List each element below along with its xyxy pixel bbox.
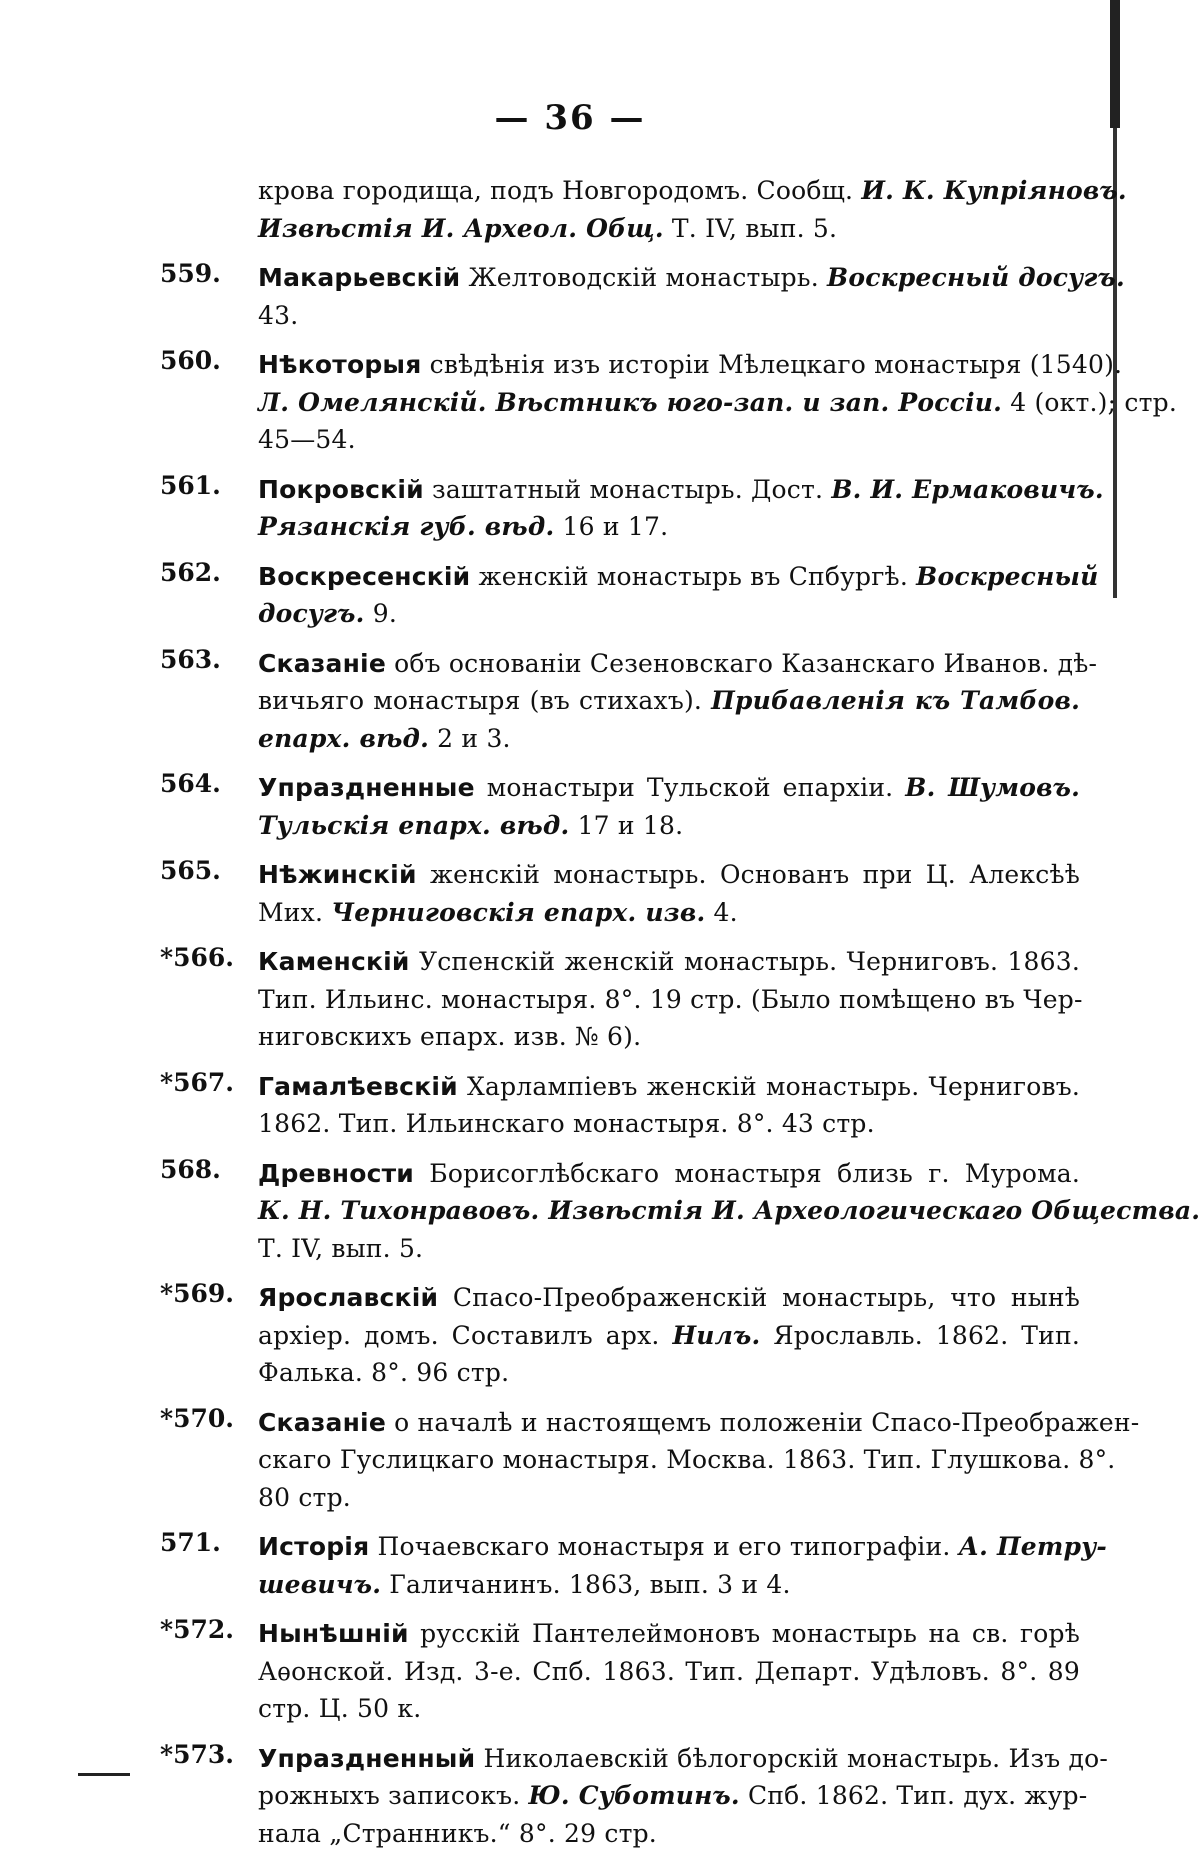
entry-line (258, 384, 1177, 422)
entry-text: Харлампіевъ женскій монастырь. Черниговъ. (457, 1071, 1080, 1101)
entry-text: Спасо-Преображенскій монастырь, что нынѣ (438, 1283, 1080, 1312)
entry-text: Ярославль. 1862. Тип. (760, 1320, 1080, 1350)
entry-number: 559. (160, 259, 221, 288)
entry-text: вичьяго монастыря (въ стихахъ). (258, 686, 712, 715)
entry-line (258, 1566, 1080, 1604)
entry-text: стр. Ц. 50 к. (258, 1694, 422, 1723)
entry-text: объ основаніи Сезеновскаго Казанскаго Иванов. дѣ- (385, 648, 1098, 678)
entry-line (258, 769, 1080, 807)
entry-title: Ярославскій (258, 1283, 439, 1312)
entry-text: Тип. Ильинс. монастыря. 8°. 19 стр. (Было помѣщено въ Чер- (258, 984, 1083, 1014)
entry-line (258, 1690, 1080, 1728)
entry-text: нала „Странникъ.“ 8°. 29 стр. (258, 1818, 657, 1848)
entry-title: Макарьевскій (258, 263, 461, 292)
entry-source: Ю. Суботинъ. (528, 1781, 740, 1810)
bibliography-entry (160, 943, 1083, 1056)
bibliography-entry (160, 1528, 1107, 1603)
entry-number: *567. (160, 1067, 234, 1097)
entry-title: Упраздненный (258, 1743, 476, 1773)
bibliography-entry (160, 1739, 1109, 1853)
entry-line (258, 172, 1127, 210)
entry-source: В. И. Ермаковичъ. (831, 474, 1104, 504)
entry-title: Древности (258, 1158, 415, 1188)
entry-number: *572. (160, 1615, 234, 1644)
entry-line (258, 595, 1080, 633)
entry-text: Желтоводскій монастырь. (460, 263, 827, 292)
entry-line (258, 1317, 1080, 1355)
entry-line (258, 682, 1080, 720)
entry-text: архіер. домъ. Составилъ арх. (258, 1320, 673, 1350)
entry-text: Т. IV, вып. 5. (258, 1233, 424, 1263)
entry-line (258, 1615, 1080, 1653)
entry-text: Борисоглѣбскаго монастыря близь г. Мурома. (414, 1158, 1080, 1188)
entry-title: Упраздненные (258, 773, 475, 802)
bibliography-entry (160, 856, 1080, 931)
entry-source: досугъ. (258, 599, 365, 628)
entry-text: женскій монастырь въ Спбургѣ. (470, 561, 917, 591)
entry-line (258, 1528, 1107, 1566)
entry-number: 571. (160, 1528, 221, 1557)
entry-source: В. Шумовъ. (905, 773, 1080, 802)
entry-text: Фалька. 8°. 96 стр. (258, 1358, 510, 1387)
entry-text: 1862. Тип. Ильинскаго монастыря. 8°. 43 стр. (258, 1109, 875, 1138)
entry-text: заштатный монастырь. Дост. (423, 474, 832, 504)
entry-line (258, 981, 1083, 1019)
entry-source: Рязанскія губ. вѣд. (258, 512, 555, 541)
entry-text: рожныхъ записокъ. (258, 1781, 529, 1810)
entry-line (258, 1815, 1080, 1853)
entry-text: ниговскихъ епарх. изв. № 6). (258, 1022, 642, 1051)
entry-title: Покровскій (258, 474, 424, 504)
entry-text: Николаевскій бѣлогорскій монастырь. Изъ до- (475, 1743, 1109, 1773)
entry-line (258, 346, 1123, 384)
entry-title: Гамалѣевскій (258, 1071, 458, 1101)
entry-line (258, 1404, 1140, 1442)
entry-text: 43. (258, 300, 299, 330)
entry-source: И. К. Купріяновъ. (861, 176, 1127, 205)
entry-line (258, 894, 1080, 932)
bibliography-entry (160, 557, 1099, 633)
entry-title: Сказаніе (258, 1407, 386, 1437)
entry-text: Мих. (258, 897, 332, 927)
bibliography-entry (160, 1615, 1080, 1728)
entry-line (258, 1740, 1109, 1778)
entry-line (258, 1018, 1080, 1056)
entry-line (258, 856, 1080, 894)
bibliography-entry (160, 1279, 1080, 1392)
entry-text: Спб. 1862. Тип. дух. жур- (739, 1781, 1088, 1810)
entry-source: епарх. вѣд. (258, 723, 430, 753)
entry-line (258, 259, 1125, 297)
bibliography-entry (160, 172, 1127, 247)
entry-text: Аѳонской. Изд. 3-е. Спб. 1863. Тип. Департ. Удѣловъ. 8°. 89 (258, 1656, 1080, 1686)
entry-text: русскій Пантелеймоновъ монастырь на св. горѣ (408, 1619, 1080, 1648)
entry-text: 4 (окт.); стр. (1002, 387, 1177, 417)
entry-line (258, 1192, 1200, 1230)
entry-source: Нилъ. (672, 1320, 761, 1350)
entry-line (258, 508, 1080, 546)
entry-number: 560. (160, 346, 221, 375)
entry-line (258, 558, 1099, 596)
entry-number: 568. (160, 1154, 221, 1184)
entry-line (258, 421, 1080, 459)
entry-text: Почаевскаго монастыря и его типографіи. (369, 1532, 959, 1561)
entry-line (258, 1155, 1080, 1193)
entry-line (258, 1230, 1080, 1268)
entry-number: *573. (160, 1739, 234, 1769)
entry-number: 561. (160, 470, 221, 500)
entry-source: К. Н. Тихонравовъ. Извѣстія И. Археологическаго Общества. (258, 1196, 1200, 1225)
entry-text: скаго Гуслицкаго монастыря. Москва. 1863. Тип. Глушкова. 8°. (258, 1445, 1116, 1474)
entry-text: Успенскій женскій монастырь. Черниговъ. 1863. (409, 947, 1080, 976)
entry-line (258, 943, 1080, 981)
bibliography-list (160, 172, 1200, 1864)
bibliography-entry (160, 470, 1104, 546)
entry-number: *570. (160, 1403, 234, 1433)
entry-number: 565. (160, 856, 221, 885)
bibliography-entry (160, 644, 1098, 758)
footer-rule (78, 1773, 130, 1776)
entry-text: 9. (364, 599, 397, 628)
entry-source: Воскресный (916, 561, 1099, 591)
entry-line (258, 1105, 1080, 1143)
bibliography-entry (160, 259, 1125, 334)
entry-text: 80 стр. (258, 1482, 351, 1512)
entry-text: монастыри Тульской епархіи. (474, 773, 906, 802)
entry-source: Черниговскія епарх. изв. (331, 897, 706, 927)
entry-line (258, 1441, 1116, 1479)
entry-text: свѣдѣнія изъ исторіи Мѣлецкаго монастыря (1540). (421, 350, 1123, 379)
entry-line (258, 1068, 1080, 1106)
entry-line (258, 1354, 1080, 1392)
bibliography-entry (160, 1068, 1080, 1143)
entry-text: Т. IV, вып. 5. (663, 213, 838, 243)
entry-source: Воскресный досугъ. (827, 263, 1125, 292)
entry-line (258, 297, 1080, 335)
entry-text: 17 и 18. (569, 810, 684, 840)
entry-text: 16 и 17. (554, 512, 669, 541)
entry-line (258, 645, 1098, 683)
entry-text: 2 и 3. (429, 723, 511, 753)
entry-text: о началѣ и настоящемъ положеніи Спасо-Преображен- (385, 1407, 1140, 1437)
entry-line (258, 210, 1080, 248)
entry-line (258, 1279, 1080, 1317)
entry-text: 45—54. (258, 425, 356, 454)
entry-text: Галичанинъ. 1863, вып. 3 и 4. (381, 1569, 791, 1599)
entry-text: 4. (705, 897, 738, 927)
bibliography-entry (160, 769, 1080, 844)
entry-source: шевичъ. (258, 1569, 382, 1599)
entry-source: А. Петру- (958, 1532, 1107, 1561)
entry-source: Извѣстія И. Археол. Общ. (258, 213, 664, 243)
entry-line (258, 471, 1104, 509)
entry-title: Сказаніе (258, 648, 386, 678)
entry-number: *569. (160, 1279, 234, 1308)
entry-source: Прибавленія къ Тамбов. (711, 686, 1080, 715)
entry-title: Нѣкоторыя (258, 350, 422, 379)
bibliography-entry (160, 346, 1177, 459)
entry-title: Каменскій (258, 947, 410, 976)
entry-title: Исторія (258, 1532, 370, 1561)
entry-number: 562. (160, 557, 221, 587)
entry-source: Л. Омелянскій. Вѣстникъ юго-зап. и зап. Россіи. (258, 387, 1003, 417)
page-number: — 36 — (494, 98, 646, 138)
entry-title: Нынѣшній (258, 1619, 409, 1648)
entry-number: 563. (160, 644, 221, 674)
entry-source: Тульскія епарх. вѣд. (258, 810, 570, 840)
bibliography-entry (160, 1403, 1140, 1517)
entry-line (258, 1777, 1088, 1815)
entry-text: крова городища, подъ Новгородомъ. Сообщ. (258, 176, 862, 205)
entry-line (258, 720, 1080, 758)
entry-number: *566. (160, 943, 234, 972)
bibliography-entry (160, 1154, 1200, 1268)
entry-title: Воскресенскій (258, 561, 471, 591)
entry-line (258, 807, 1080, 845)
entry-number: 564. (160, 769, 221, 798)
entry-line (258, 1653, 1080, 1691)
entry-title: Нѣжинскій (258, 860, 417, 889)
entry-text: женскій монастырь. Основанъ при Ц. Алексѣѣ (416, 860, 1080, 889)
entry-line (258, 1479, 1080, 1517)
